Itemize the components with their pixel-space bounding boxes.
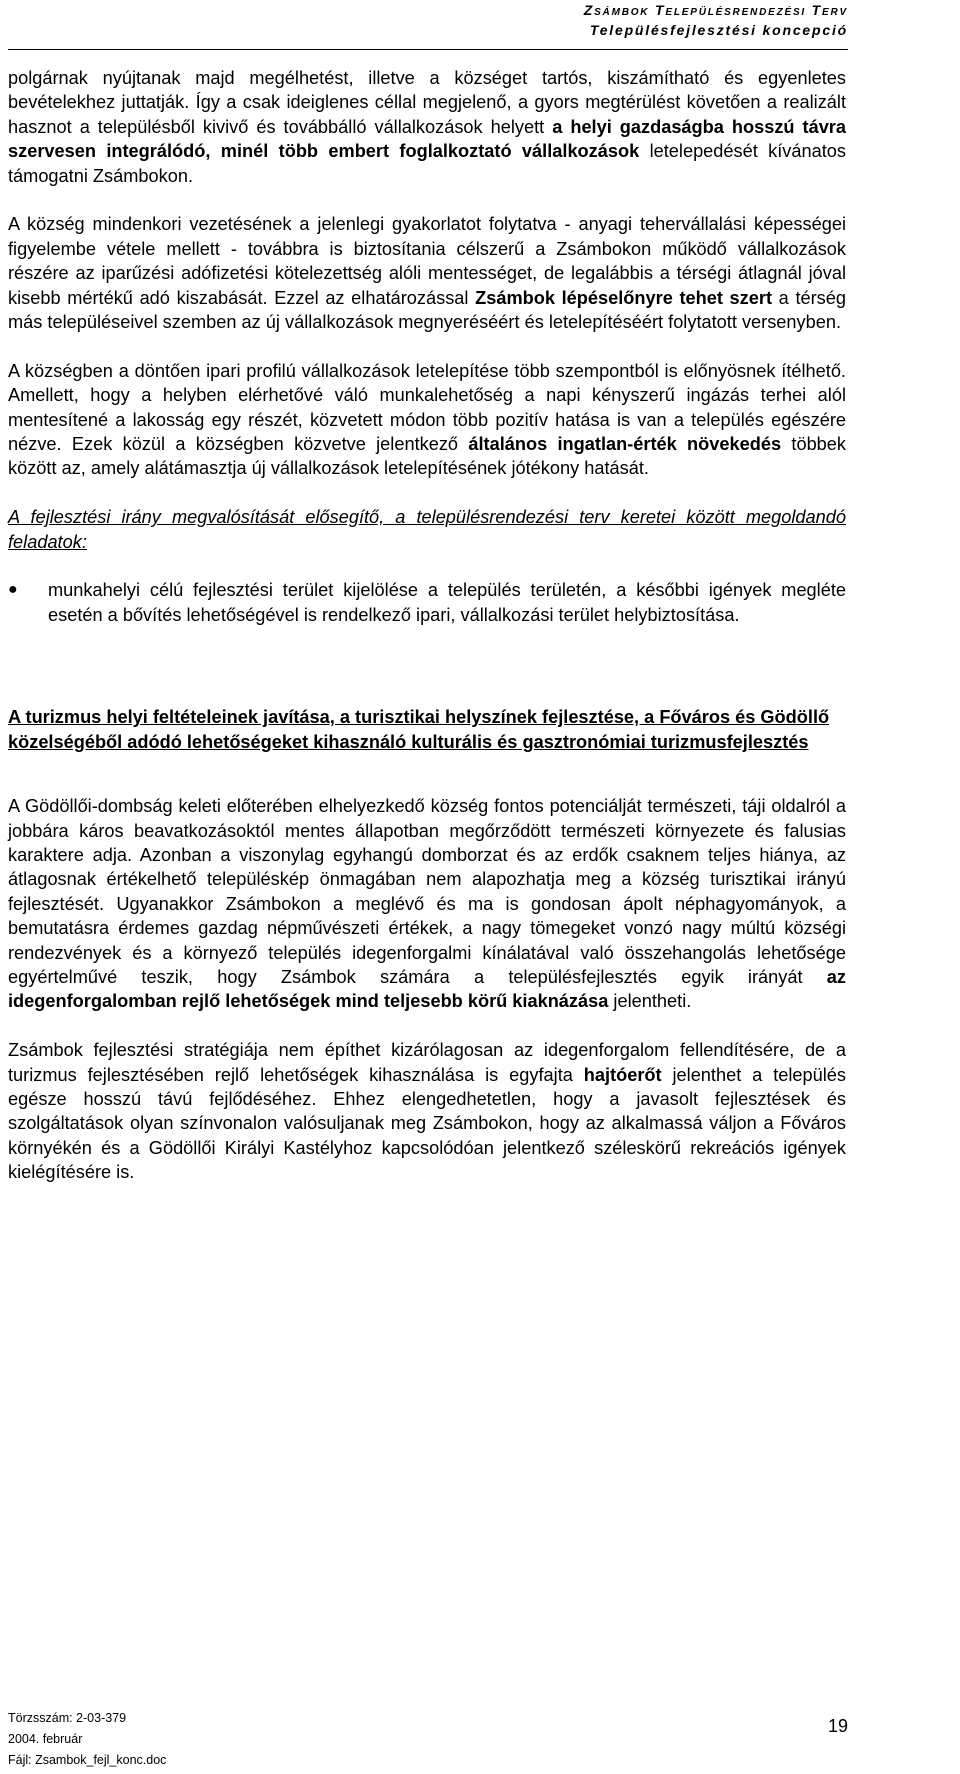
header-subtitle: Településfejlesztési koncepció bbox=[589, 22, 848, 38]
paragraph-development-strategy bbox=[8, 1038, 846, 1184]
paragraph-text: A községben a döntően ipari profilú vállalkozások letelepítése több szempontból is előnyösnek ítélhető. Amellett, hogy a helyben elérhetővé váló munkalehetőség a napi kényszerű ingázás terhei alól mentesítené a lakosság egy részét, közvetett módon több pozitív hatása is van a település egészére nézve. Ezek közül a községben közvetve jelentkező bbox=[8, 360, 846, 455]
document-body bbox=[8, 66, 846, 1209]
paragraph-text: jelentheti. bbox=[608, 991, 692, 1012]
paragraph-industrial-benefits bbox=[8, 359, 846, 481]
paragraph-text: A Gödöllői-dombság keleti előterében elhelyezkedő község fontos potenciálját természeti, táji oldalról a jobbára káros beavatkozásoktól mentes állapotban megőrződött természeti környezete és falusias karaktere adja. Azonban a viszonylag egyhangú domborzat és az erdők csaknem teljes hiánya, az átlagosnak értékelhető településkép önmagában nem alapozhatja meg a község turisztikai irányú fejlesztését. Ugyanakkor Zsámbokon a meglévő és ma is gondosan ápolt néphagyományok, a bemutatásra érdemes gazdag népművészeti értékek, a nagy tömegeket vonzó nagy múltú községi rendezvények és a környező település idegenforgalmi kínálatával való összehangolás lehetősége egyértelművé teszik, hogy Zsámbok számára a településfejlesztés egyik irányát bbox=[8, 796, 846, 987]
page-footer bbox=[8, 1708, 848, 1768]
paragraph-text: polgárnak nyújtanak majd megélhetést, illetve a községet tartós, kiszámítható és egyenletes bevételekhez juttatják. Így a csak ideiglenes céllal megjelenő, a gyors megtérülést követően a realizált hasznot a településből kivivő és továbbálló vállalkozások helyett bbox=[8, 68, 846, 137]
page-number: 19 bbox=[827, 1716, 848, 1736]
footer-date: 2004. február bbox=[8, 1732, 83, 1746]
header-title: Zsámbok Településrendezési Terv bbox=[583, 2, 848, 18]
header-divider bbox=[8, 49, 848, 50]
paragraph-local-economy bbox=[8, 66, 846, 188]
list-item bbox=[8, 578, 846, 627]
paragraph-emphasis: a helyi gazdaságba hosszú távra szervesen integrálódó, minél több embert foglalkoztató vállalkozások bbox=[8, 116, 847, 162]
paragraph-tourism-potential bbox=[8, 794, 846, 1014]
paragraph-text: többek között az, amely alátámasztja új vállalkozások letelepítésének jótékony hatását. bbox=[8, 434, 847, 479]
paragraph-text: a térség más településeivel szemben az új vállalkozások megnyeréséért és letelepítéséért folytatott versenyben. bbox=[8, 287, 846, 333]
section-heading-tourism: A turizmus helyi feltételeinek javítása, a turisztikai helyszínek fejlesztése, a Főváros és Gödöllő közelségéből adódó lehetőségeket kihasználó kulturális és gasztronómiai turizmusfejlesztés bbox=[8, 707, 830, 752]
paragraph-text: A község mindenkori vezetésének a jelenlegi gyakorlatot folytatva - anyagi tehervállalási képességei figyelembe vétele mellett - továbbra is biztosítania célszerű a Zsámbokon működő vállalkozások részére az iparűzési adófizetési kötelezettség alóli mentességet, de legalábbis a térségi átlagnál jóval kisebb mértékű adó kiszabását. Ezzel az elhatározással bbox=[8, 214, 846, 308]
paragraph-tax-policy bbox=[8, 212, 846, 334]
bullet-icon: ● bbox=[8, 581, 18, 599]
list-item-text: munkahelyi célú fejlesztési terület kijelölése a település területén, a későbbi igények megléte esetén a bővítés lehetőségével is rendelkező ipari, vállalkozási terület helybiztosítása. bbox=[48, 580, 846, 625]
paragraph-text: jelenthet a település egésze hosszú távú fejlődéséhez. Ehhez elengedhetetlen, hogy a javasolt fejlesztések és szolgáltatások olyan színvonalon valósuljanak meg Zsámbokon, hogy az alkalmassá váljon a Főváros környékén és a Gödöllői Királyi Kastélyhoz kapcsolódóan jelentkező széleskörű rekreációs igények kielégítésére is. bbox=[8, 1064, 846, 1183]
footer-filename: Fájl: Zsambok_fejl_konc.doc bbox=[8, 1753, 167, 1767]
paragraph-emphasis: az idegenforgalomban rejlő lehetőségek mind teljesebb körű kiaknázása bbox=[8, 966, 846, 1012]
tasks-subheading: A fejlesztési irány megvalósítását elősegítő, a településrendezési terv keretei között megoldandó feladatok: bbox=[8, 507, 846, 552]
paragraph-text: Zsámbok fejlesztési stratégiája nem építhet kizárólagosan az idegenforgalom fellendítésére, de a turizmus fejlesztésében rejlő lehetőségek kihasználása is egyfajta bbox=[8, 1040, 846, 1085]
paragraph-text: letelepedését kívánatos támogatni Zsámbokon. bbox=[8, 141, 847, 186]
paragraph-emphasis: Zsámbok lépéselőnyre tehet szert bbox=[475, 287, 773, 308]
paragraph-emphasis: általános ingatlan-érték növekedés bbox=[468, 434, 782, 455]
paragraph-emphasis: hajtóerőt bbox=[583, 1064, 662, 1085]
page-header bbox=[0, 0, 960, 66]
footer-registry-number: Törzsszám: 2-03-379 bbox=[8, 1711, 127, 1725]
